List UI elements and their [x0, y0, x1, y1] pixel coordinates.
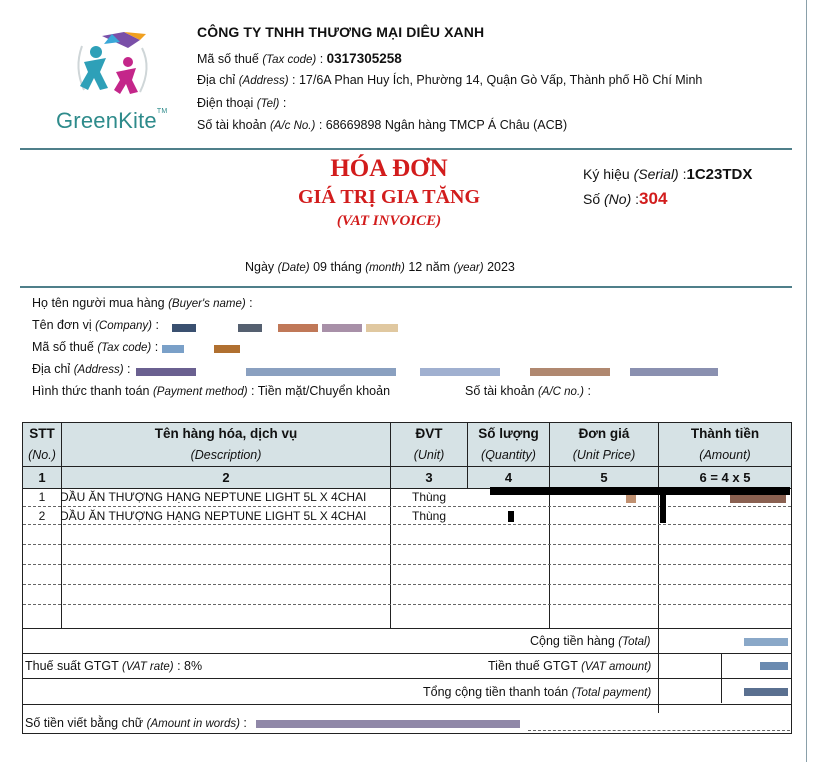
buyer-tax-line: Mã số thuế (Tax code) : — [32, 340, 159, 354]
col-num: 2 — [222, 470, 230, 485]
col-header-unit-en: (Unit) — [413, 448, 445, 462]
col-num: 4 — [504, 470, 513, 485]
header-divider — [20, 148, 792, 150]
invoice-subtitle-en: (VAT INVOICE) — [336, 213, 442, 229]
buyer-account-line: Số tài khoản (A/C no.) : — [465, 384, 591, 398]
amount-in-words-line: Số tiền viết bằng chữ (Amount in words) : — [25, 716, 247, 730]
kite-figures-icon — [54, 28, 174, 108]
vat-amount-label: Tiền thuế GTGT (VAT amount) — [488, 659, 652, 673]
vat-rate-line: Thuế suất GTGT (VAT rate) : 8% — [25, 659, 203, 673]
buyer-company-line: Tên đơn vị (Company) : — [32, 318, 159, 332]
seller-tax-line: Mã số thuế (Tax code) : 0317305258 — [197, 51, 402, 66]
col-header-unit: ĐVT — [415, 426, 443, 441]
invoice-subtitle: GIÁ TRỊ GIA TĂNG — [297, 186, 481, 208]
invoice-title: HÓA ĐƠN — [330, 155, 448, 182]
row-description: DẦU ĂN THƯỢNG HẠNG NEPTUNE LIGHT 5L X 4CHAI — [60, 509, 367, 523]
invoice-date: Ngày (Date) 09 tháng (month) 12 năm (year) 2023 — [245, 260, 515, 274]
buyer-name-line: Họ tên người mua hàng (Buyer's name) : — [32, 296, 253, 310]
col-header-amount: Thành tiền — [690, 426, 760, 441]
col-num: 5 — [600, 470, 608, 485]
col-header-no-en: (No.) — [28, 448, 56, 462]
buyer-payment-line: Hình thức thanh toán (Payment method) : Tiền mặt/Chuyển khoản — [32, 384, 391, 398]
row-unit: Thùng — [411, 490, 447, 504]
invoice-number: Số (No) :304 — [583, 189, 668, 208]
row-description: DẦU ĂN THƯỢNG HẠNG NEPTUNE LIGHT 5L X 4CHAI — [60, 490, 367, 504]
buyer-divider — [20, 286, 792, 288]
total-payment-label: Tổng cộng tiền thanh toán (Total payment) — [423, 685, 652, 699]
seller-tel-line: Điện thoại (Tel) : — [197, 96, 287, 110]
invoice-serial: Ký hiệu (Serial) :1C23TDX — [583, 166, 753, 183]
row-no: 1 — [38, 490, 46, 504]
seller-company: CÔNG TY TNHH THƯƠNG MẠI DIÊU XANH — [197, 24, 485, 40]
row-no: 2 — [38, 509, 46, 523]
total-label: Cộng tiền hàng (Total) — [530, 634, 651, 648]
col-num: 6 = 4 x 5 — [699, 470, 751, 485]
seller-address-line: Địa chỉ (Address) : 17/6A Phan Huy Ích, Phường 14, Quận Gò Vấp, Thành phố Hồ Chí Minh — [197, 73, 703, 87]
col-header-unit-price-en: (Unit Price) — [572, 448, 636, 462]
seller-account-line: Số tài khoản (A/c No.) : 68669898 Ngân hàng TMCP Á Châu (ACB) — [197, 118, 568, 132]
col-header-description: Tên hàng hóa, dịch vụ — [154, 426, 298, 441]
col-header-quantity: Số lượng — [478, 426, 539, 441]
col-header-description-en: (Description) — [190, 448, 262, 462]
col-header-no: STT — [29, 426, 55, 441]
words-dotted-line — [528, 730, 790, 731]
brand-name: GreenKite™ — [56, 108, 168, 133]
col-header-unit-price: Đơn giá — [578, 426, 630, 441]
page-edge — [806, 0, 807, 762]
col-header-amount-en: (Amount) — [699, 448, 751, 462]
row-unit: Thùng — [411, 509, 447, 523]
col-header-quantity-en: (Quantity) — [481, 448, 536, 462]
col-num: 1 — [38, 470, 46, 485]
buyer-address-line: Địa chỉ (Address) : — [32, 362, 131, 376]
col-num: 3 — [425, 470, 433, 485]
